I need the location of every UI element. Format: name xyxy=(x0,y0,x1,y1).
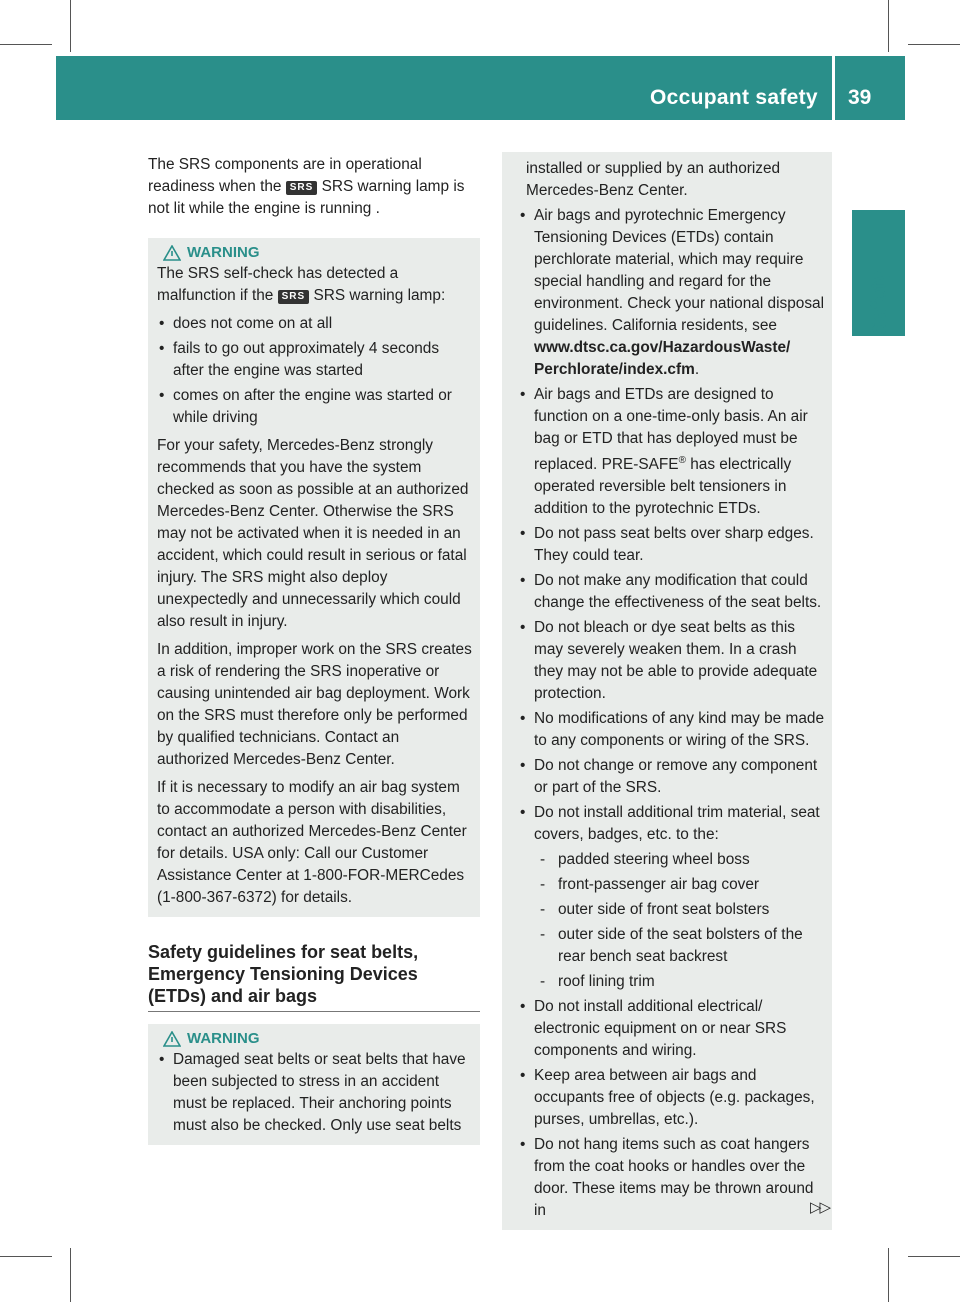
right-column-warning-continued xyxy=(502,152,832,1230)
side-tab-label: Safety xyxy=(866,269,891,336)
warning-triangle-icon xyxy=(163,1031,181,1047)
crop-mark xyxy=(908,44,960,45)
sub-list-item: - padded steering wheel boss xyxy=(518,849,828,871)
crop-mark xyxy=(888,0,889,52)
list-item: • Air bags and pyrotechnic Emergency Tensioning Devices (ETDs) contain perchlorate material, which may require special handling and regard for the environment. Check your national disposal guidelines. California residents, see www.dtsc.ca.gov/HazardousWaste/ Perchlorate/index.cfm. xyxy=(518,205,828,381)
page-number: 39 xyxy=(848,86,872,109)
warning-text: malfunction if the SRS SRS warning lamp: xyxy=(157,287,446,304)
sub-list-item: - outer side of front seat bolsters xyxy=(518,899,828,921)
list-item: • Damaged seat belts or seat belts that have been subjected to stress in an accident must be replaced. Their anchoring points must also be checked. Only use seat belts xyxy=(157,1049,472,1137)
list-item: • Do not hang items such as coat hangers from the coat hooks or handles over the door. These items may be thrown around in xyxy=(518,1134,828,1222)
list-item: • Air bags and ETDs are designed to function on a one-time-only basis. An air bag or ETD that has deployed must be replaced. PRE-SAFE® has electrically operated reversible belt tensioners in addition to the pyrotechnic ETDs. xyxy=(518,384,828,520)
crop-mark xyxy=(0,44,52,45)
page-title: Occupant safety xyxy=(650,86,818,109)
crop-mark xyxy=(70,0,71,52)
warning-heading: WARNING xyxy=(163,244,472,261)
srs-warning-lamp-icon: SRS xyxy=(278,290,310,304)
list-item: • No modifications of any kind may be made to any components or wiring of the SRS. xyxy=(518,708,828,752)
list-item: • Do not pass seat belts over sharp edges. They could tear. xyxy=(518,523,828,567)
warning-text: The SRS self-check has detected a xyxy=(157,265,399,282)
crop-mark xyxy=(70,1248,71,1302)
warning-box-seat-belts xyxy=(148,1024,480,1145)
sub-list-item: - roof lining trim xyxy=(518,971,828,993)
srs-warning-lamp-icon: SRS xyxy=(286,181,318,195)
list-item: • Do not change or remove any component or part of the SRS. xyxy=(518,755,828,799)
list-item: • Keep area between air bags and occupants free of objects (e.g. packages, purses, umbrellas, etc.). xyxy=(518,1065,828,1131)
left-column xyxy=(148,154,480,1145)
disposal-link[interactable]: www.dtsc.ca.gov/HazardousWaste/ Perchlorate/index.cfm xyxy=(534,339,791,378)
list-item: • comes on after the engine was started or while driving xyxy=(157,385,472,429)
list-item: • fails to go out approximately 4 seconds after the engine was started xyxy=(157,338,472,382)
warning-paragraph: For your safety, Mercedes-Benz strongly recommends that you have the system checked as soon as possible at an authorized Mercedes-Benz Center. Otherwise the SRS may not be activated when it is needed in an accident, which could result in serious or fatal injury. The SRS might also deploy unexpectedly and unnecessarily which could also result in injury. xyxy=(157,437,469,630)
warning-paragraph: In addition, improper work on the SRS creates a risk of rendering the SRS inoperative or causing unintended air bag deployment. Work on the SRS must therefore only be performed by qualified technicians. Contact an authorized Mercedes-Benz Center. xyxy=(157,641,472,768)
list-item: • does not come on at all xyxy=(157,313,472,335)
sub-list-item: - front-passenger air bag cover xyxy=(518,874,828,896)
continued-text: installed or supplied by an authorized Mercedes-Benz Center. xyxy=(526,160,781,199)
section-heading: Safety guidelines for seat belts, Emergency Tensioning Devices (ETDs) and air bags xyxy=(148,941,480,1012)
list-item: • Do not install additional trim material, seat covers, badges, etc. to the: xyxy=(518,802,828,846)
header-divider xyxy=(832,56,835,120)
warning-heading: WARNING xyxy=(163,1030,472,1047)
list-item: • Do not install additional electrical/ electronic equipment on or near SRS components and wiring. xyxy=(518,996,828,1062)
list-item: • Do not bleach or dye seat belts as this may severely weaken them. In a crash they may not be able to provide adequate protection. xyxy=(518,617,828,705)
sub-list-item: - outer side of the seat bolsters of the rear bench seat backrest xyxy=(518,924,828,968)
warning-triangle-icon xyxy=(163,245,181,261)
warning-box-srs xyxy=(148,238,480,917)
warning-paragraph: If it is necessary to modify an air bag system to accommodate a person with disabilities, contact an authorized Mercedes-Benz Center for details. USA only: Call our Customer Assistance Center at 1-800-FOR-MERCedes (1-800-367-6372) for details. xyxy=(157,779,467,906)
crop-mark xyxy=(908,1256,960,1257)
continue-arrows-icon: ▷▷ xyxy=(810,1199,830,1216)
crop-mark xyxy=(0,1256,52,1257)
intro-paragraph: The SRS components are in operational readiness when the SRS SRS warning lamp is not lit while the engine is running . xyxy=(148,156,465,217)
list-item: • Do not make any modification that could change the effectiveness of the seat belts. xyxy=(518,570,828,614)
crop-mark xyxy=(888,1248,889,1302)
